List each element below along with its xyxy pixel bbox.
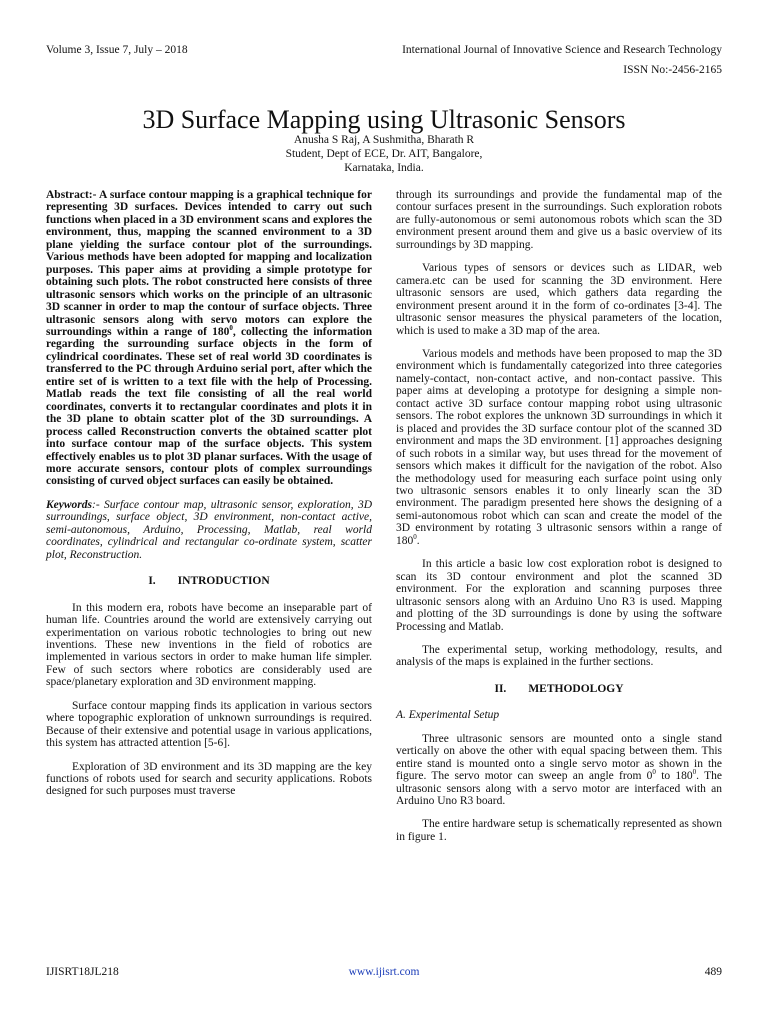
abstract-label: Abstract:- [46,189,97,201]
keywords-label: Keywords [46,498,92,511]
method-text-2: to 180 [655,770,693,783]
keywords-paragraph [46,499,372,561]
method-text-3: . The ultrasonic sensors along with a servo motor are interfaced with an Arduino Uno R3 board. [396,770,722,808]
degree-sup: 0 [652,768,656,777]
abstract-text-1: A surface contour mapping is a graphical technique for representing 3D surfaces. Devices intended to carry out such functions when placed in a 3D environment scans and explores the environment, thus, mapping the scanned environment to a 3D plane yielding the surface contour plot of the surroundings. Various methods have been adopted for mapping and localization purposes. This paper aims at providing a simple prototype for obtaining such plots. The robot constructed here consists of three ultrasonic sensors which works on the principle of an ultrasonic 3D scanner in order to map the contour of surface objects. Three ultrasonic sensors along with servo motors can explore the surroundings within a range of 180 [46,189,372,338]
section-title: INTRODUCTION [177,575,270,588]
left-column [46,189,372,809]
degree-sup: 0 [692,768,697,777]
intro-paragraph-5-text: Various models and methods have been proposed to map the 3D environment which is fundamentally categorized into three categories namely-contact, non-contact active, and non-contact passive. This paper aims at developing a prototype for designing a simple non-contact active 3D surface contour mapping robot using ultrasonic sensors. The robot explores the unknown 3D surroundings in which it is placed and provides the 3D surface contour plot of the scanned 3D environment and maps the 3D environment. [1] approaches designing of such robots in a similar way, but uses thread for the movement of sensors which makes it difficult for the navigation of the robot. Also the methodology used for measuring each surface point using only two ultrasonic sensors enables it to only linearly scan the 3D environment. The paradigm presented here shows the designing of a semi-autonomous robot which can scan and create the model of the 3D environment by rotating 3 ultrasonic sensors within a range of 180 [396,347,722,547]
section-heading-methodology [396,683,722,695]
issn-number: ISSN No:-2456-2165 [623,64,722,76]
section-number: I. [148,575,156,588]
method-text-1: Three ultrasonic sensors are mounted onto a single stand vertically on above the other with equal spacing between them. This entire stand is mounted onto a single servo motor as shown in the figure. The servo motor can sweep an angle from 0 [396,732,722,783]
keywords-text: :- Surface contour map, ultrasonic sensor, exploration, 3D surroundings, surface object, 3D environment, non-contact active, semi-autonomous, Arduino, Processing, Matlab, real world coordinates, cylindrical and rectangular co-ordinate system, scatter plot, Reconstruction. [46,498,372,561]
intro-paragraph-3-continued: through its surroundings and provide the fundamental map of the contour surfaces present in the surroundings. Such exploration robots are fully-autonomous or semi autonomous robots which scan the 3D environment present around them and give us a basic overview of its surroundings by 3D mapping. [396,189,722,251]
intro-paragraph-1: In this modern era, robots have become an inseparable part of human life. Countries around the world are extensively carrying out experimentation on various robotic technologies to bring out new inventions. These new inventions in the field of robotics are implemented in various sectors in order to make human life simpler. Few of such sectors where robotics are considerably used are space/planetary exploration and 3D environment mapping. [46,601,372,689]
abstract-text-2: , collecting the information regarding the surrounding surface objects in the form of cylindrical coordinates. These set of real world 3D coordinates is transferred to the PC through Arduino serial port, after which the entire set of is written to a text file with the help of Processing. Matlab reads the text file consisting of all the real world coordinates, converts it to rectangular coordinates and plots it in the 3D plane to obtain scatter plot of the 3D surroundings. A process called Reconstruction converts the obtained scatter plot into surface contour map of the surface objects. This system effectively enables us to plot 3D planar surfaces. With the usage of more accurate sensors, contour plots of complex surroundings consisting of curved object surfaces can easily be obtained. [46,325,372,488]
author-names: Anusha S Raj, A Sushmitha, Bharath R [293,134,475,146]
intro-paragraph-2: Surface contour mapping finds its application in various sectors where topographic exploration of unknown surroundings is required. Because of their extensive and potential usage in various applications, this system has attracted attention [5-6]. [46,699,372,750]
subsection-heading-experimental-setup: A. Experimental Setup [396,709,500,722]
page-number: 489 [704,966,722,978]
method-paragraph-1 [396,733,722,808]
abstract-degree-sup: 0 [229,324,233,333]
section-title: METHODOLOGY [528,682,624,695]
journal-name: International Journal of Innovative Science and Research Technology [402,44,722,56]
intro-paragraph-3: Exploration of 3D environment and its 3D mapping are the key functions of robots used for search and security applications. Robots designed for such purposes must traverse [46,760,372,798]
right-column [396,189,722,854]
section-heading-introduction [46,575,372,587]
author-affiliation: Student, Dept of ECE, Dr. AIT, Bangalore, [285,148,483,160]
journal-url-link[interactable]: www.ijisrt.com [348,966,420,978]
intro-paragraph-4: Various types of sensors or devices such as LIDAR, web camera.etc can be used for scanning the 3D environment. Here ultrasonic sensors are used, which gathers data regarding the environment present around it in the form of co-ordinates [3-4]. The ultrasonic sensor measures the physical parameters of the location, which is used to make a 3D map of the area. [396,262,722,337]
method-paragraph-2: The entire hardware setup is schematically represented as shown in figure 1. [396,818,722,843]
volume-issue: Volume 3, Issue 7, July – 2018 [46,44,188,56]
paper-id: IJISRT18JL218 [46,966,119,978]
section-number: II. [494,682,507,695]
abstract-paragraph [46,189,372,488]
intro-paragraph-5-end: . [416,534,420,547]
author-location: Karnataka, India. [344,162,424,174]
intro-paragraph-7: The experimental setup, working methodology, results, and analysis of the maps is explained in the further sections. [396,643,722,669]
intro-paragraph-6: In this article a basic low cost exploration robot is designed to scan its 3D contour environment and plot the scanned 3D environment. For the exploration and scanning purposes three ultrasonic sensors along with an Arduino Uno R3 is used. Mapping and plotting of the 3D surroundings is done by using the software Processing and Matlab. [396,558,722,633]
intro-paragraph-5 [396,348,722,547]
paper-title: 3D Surface Mapping using Ultrasonic Sensors [142,105,626,135]
degree-sup: 0 [413,532,417,541]
author-block [0,133,768,175]
